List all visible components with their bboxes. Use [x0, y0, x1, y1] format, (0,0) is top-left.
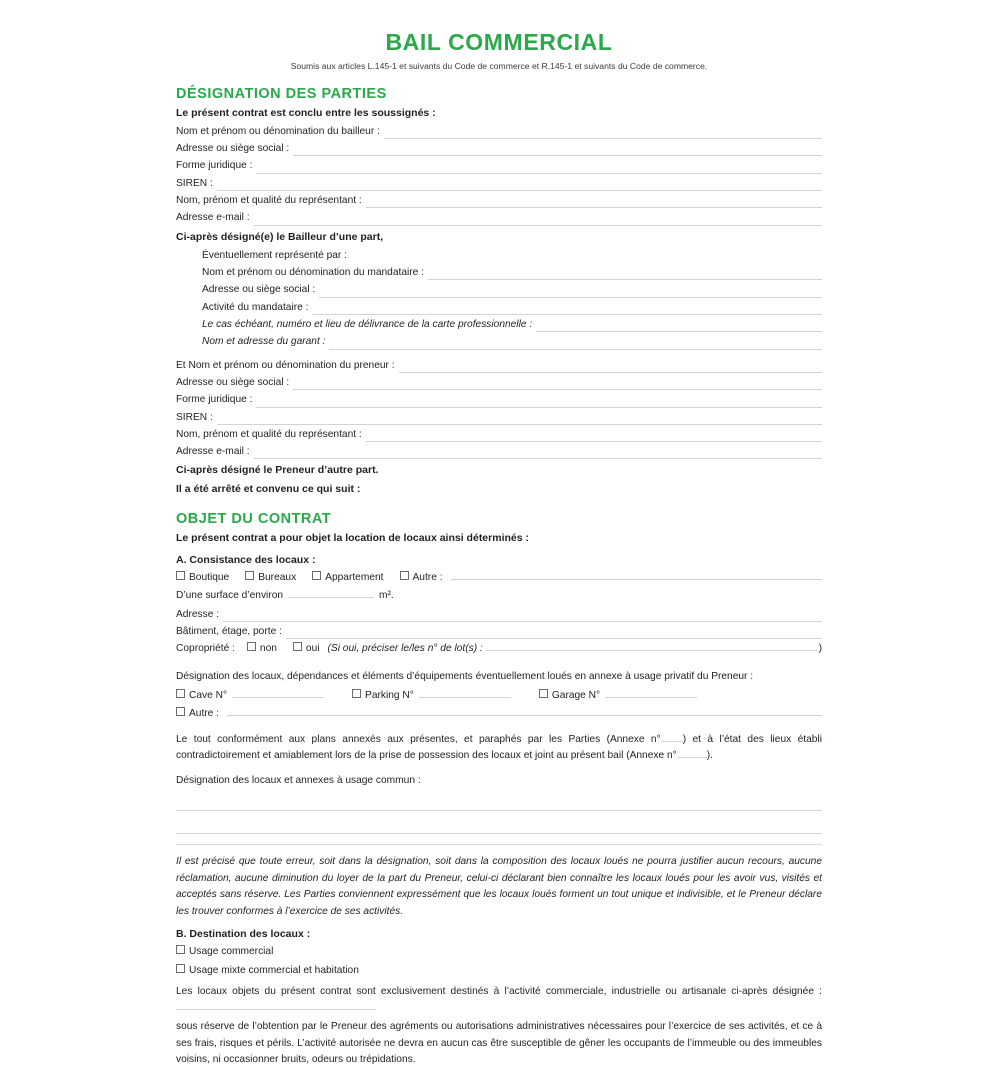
checkbox-option-parking[interactable] [352, 688, 414, 704]
plans-text-part2: ) et à l’état des lieux établi contradictoirement et amiablement lors de la prise de possession des locaux et joint au présent bail (Annexe n° [176, 733, 822, 762]
copropriete-lots-input[interactable] [485, 642, 817, 652]
field-input[interactable] [254, 450, 822, 460]
annexes-intro: Désignation des locaux, dépendances et éléments d’équipements éventuellement loués en annexe à usage privatif du Preneur : [176, 670, 754, 682]
field-preneur-email[interactable] [176, 443, 822, 460]
annexe-number-input-2[interactable] [677, 749, 707, 759]
plans-text-part3: ). [706, 750, 713, 762]
section-heading-objet: OBJET DU CONTRAT [176, 510, 332, 527]
checkbox-label: Bureaux [258, 572, 297, 584]
preneur-statement: Ci-après désigné le Preneur d’autre part. [176, 464, 379, 477]
objet-intro: Le présent contrat a pour objet la location de locaux ainsi déterminés : [176, 531, 529, 544]
checkbox-label: oui [305, 643, 320, 655]
field-mandataire-nom[interactable] [176, 264, 822, 281]
checkbox-icon[interactable] [400, 571, 409, 580]
checkbox-icon[interactable] [247, 642, 256, 651]
field-label: Adresse : [176, 608, 220, 620]
checkbox-usage-mixte[interactable] [176, 963, 359, 979]
field-input[interactable] [217, 415, 822, 425]
checkbox-copro-non[interactable] [247, 641, 277, 657]
checkbox-annexe-autre[interactable] [176, 706, 219, 722]
field-input[interactable] [366, 199, 822, 209]
field-input[interactable] [329, 340, 822, 350]
field-label: Forme juridique : [176, 394, 253, 406]
field-label: Adresse e-mail : [176, 446, 250, 458]
checkbox-icon[interactable] [176, 964, 185, 973]
field-input[interactable] [312, 305, 822, 315]
destination-text: Les locaux objets du présent contrat sont exclusivement destinés à l’activité commerciale, industrielle ou artisanale ci-après désignée : [176, 985, 822, 997]
destination-paragraph [176, 984, 822, 1017]
field-mandataire-activite[interactable] [176, 299, 822, 316]
checkbox-usage-commercial[interactable] [176, 944, 273, 960]
field-preneur-siren[interactable] [176, 409, 822, 426]
page-subtitle: Soumis aux articles L.145-1 et suivants du Code de commerce et R.145-1 et suivants du Code de commerce. [290, 61, 708, 72]
checkbox-icon[interactable] [176, 945, 185, 954]
field-input[interactable] [366, 432, 822, 442]
field-input[interactable] [293, 381, 822, 391]
checkbox-icon[interactable] [176, 707, 185, 716]
plans-text-part1: Le tout conformément aux plans annexés aux présentes, et paraphés par les Parties (Annexe n° [176, 733, 661, 745]
field-preneur-adresse[interactable] [176, 374, 822, 391]
field-preneur-representant[interactable] [176, 426, 822, 443]
surface-unit: m². [379, 590, 394, 602]
checkbox-icon[interactable] [176, 571, 185, 580]
field-input[interactable] [286, 630, 822, 640]
copropriete-hint-close: ) [818, 643, 822, 655]
common-areas-label: Désignation des locaux et annexes à usage commun : [176, 774, 421, 786]
annexe-autre-row [176, 705, 822, 723]
field-label: Le cas échéant, numéro et lieu de délivrance de la carte professionnelle : [202, 319, 533, 331]
field-locaux-adresse[interactable] [176, 606, 822, 623]
field-input[interactable] [256, 164, 822, 174]
field-bailleur-adresse[interactable] [176, 140, 822, 157]
field-input[interactable] [217, 181, 822, 191]
common-areas-input-line-2[interactable] [176, 818, 822, 834]
checkbox-label: Usage mixte commercial et habitation [189, 964, 359, 976]
checkbox-option-autre[interactable] [400, 570, 443, 586]
checkbox-label: Autre : [412, 572, 443, 584]
subsection-b-title: B. Destination des locaux : [176, 928, 311, 941]
checkbox-icon[interactable] [245, 571, 254, 580]
checkbox-label: Garage N° [551, 690, 601, 702]
copropriete-label: Copropriété : [176, 643, 235, 655]
field-label: Adresse ou siège social : [176, 143, 290, 155]
checkbox-label: Appartement [325, 572, 384, 584]
checkbox-label: Usage commercial [189, 946, 274, 958]
cave-number-input[interactable] [232, 688, 324, 698]
spacer [176, 659, 822, 669]
usage-mixte-row[interactable] [176, 962, 822, 980]
checkbox-icon[interactable] [293, 642, 302, 651]
checkbox-label: Parking N° [365, 690, 414, 702]
checkbox-option-bureaux[interactable] [245, 570, 296, 586]
usage-commercial-row[interactable] [176, 943, 822, 961]
checkbox-label: Cave N° [189, 690, 228, 702]
checkbox-icon[interactable] [312, 571, 321, 580]
field-label: Nom, prénom et qualité du représentant : [176, 428, 362, 440]
checkbox-option-appartement[interactable] [312, 570, 383, 586]
annexes-options-row [176, 687, 822, 705]
checkbox-icon[interactable] [352, 689, 361, 698]
checkbox-icon[interactable] [176, 689, 185, 698]
plans-paragraph [176, 732, 822, 765]
parking-number-input[interactable] [419, 688, 511, 698]
checkbox-icon[interactable] [539, 689, 548, 698]
mandataire-intro-row [176, 247, 822, 264]
checkbox-label: Boutique [189, 572, 230, 584]
checkbox-copro-oui[interactable] [293, 641, 320, 657]
field-label: Adresse ou siège social : [176, 376, 290, 388]
field-label: Nom et prénom ou dénomination du bailleur : [176, 125, 380, 137]
field-preneur-forme-juridique[interactable] [176, 391, 822, 408]
checkbox-label: Autre : [189, 708, 220, 720]
field-label: Nom et prénom ou dénomination du mandataire : [202, 267, 424, 279]
field-bailleur-siren[interactable] [176, 175, 822, 192]
field-label: SIREN : [176, 411, 213, 423]
field-mandataire-adresse[interactable] [176, 281, 822, 298]
field-label: Nom et adresse du garant : [202, 336, 326, 348]
field-label: Adresse e-mail : [176, 212, 250, 224]
field-carte-professionnelle[interactable] [176, 316, 822, 333]
field-input[interactable] [536, 323, 822, 333]
field-bailleur-email[interactable] [176, 209, 822, 226]
field-input[interactable] [399, 363, 822, 373]
field-label: Adresse ou siège social : [202, 284, 316, 296]
document-page [176, 0, 822, 1066]
checkbox-option-garage[interactable] [539, 688, 600, 704]
field-input[interactable] [293, 147, 822, 157]
field-input[interactable] [256, 398, 822, 408]
field-input[interactable] [223, 612, 822, 622]
common-areas-input-line-1[interactable] [176, 795, 822, 811]
field-batiment-etage-porte[interactable] [176, 623, 822, 640]
annexe-autre-input[interactable] [227, 707, 822, 717]
surface-row[interactable] [176, 587, 822, 605]
field-bailleur-forme-juridique[interactable] [176, 157, 822, 174]
conditions-paragraph: sous réserve de l’obtention par le Preneur des agréments ou autorisations administratives nécessaires pour l’exercice de ses activités, et ce à ses frais, risques et périls. L’activité autorisée ne devra en aucun cas être susceptible de gêner les occupants de l’immeuble ou des immeubles voisins, ni occasionner bruits, odeurs ou trépidations. [176, 1020, 822, 1066]
field-label: Activité du mandataire : [202, 301, 309, 313]
field-garant[interactable] [176, 333, 822, 350]
copropriete-hint: (Si oui, préciser le/les n° de lot(s) : [327, 643, 483, 655]
copropriete-row [176, 640, 822, 658]
consistance-autre-input[interactable] [451, 570, 822, 580]
checkbox-option-cave[interactable] [176, 688, 227, 704]
field-preneur-nom[interactable] [176, 357, 822, 374]
field-bailleur-nom[interactable] [176, 123, 822, 140]
destination-activity-input[interactable] [176, 1001, 376, 1011]
mandataire-intro-label: Éventuellement représenté par : [202, 249, 347, 261]
field-label: Forme juridique : [176, 160, 253, 172]
agreement-statement: Il a été arrêté et convenu ce qui suit : [176, 482, 361, 495]
surface-input[interactable] [288, 589, 374, 599]
subsection-a-title: A. Consistance des locaux : [176, 554, 316, 567]
checkbox-label: non [259, 643, 277, 655]
disclaimer-paragraph: Il est précisé que toute erreur, soit dans la désignation, soit dans la composition des locaux loués ne pourra justifier aucun recours, aucune réclamation, aucune diminution du loyer de la part du Preneur, celui-ci déclarant bien connaître les locaux loués pour les avoir vus, visités et acceptés sans réserve. Les Parties conviennent expressément que les locaux loués forment un tout unique et indivisible, et le Preneur déclare les trouver conformes à l’exercice de ses activités. [176, 844, 822, 920]
field-label: SIREN : [176, 177, 213, 189]
field-label: Nom, prénom et qualité du représentant : [176, 195, 362, 207]
section-heading-parties: DÉSIGNATION DES PARTIES [176, 85, 387, 102]
parties-intro: Le présent contrat est conclu entre les soussignés : [176, 106, 436, 119]
field-label: Et Nom et prénom ou dénomination du preneur : [176, 359, 395, 371]
surface-label: D’une surface d’environ [176, 590, 284, 602]
bailleur-statement: Ci-après désigné(e) le Bailleur d’une part, [176, 230, 384, 243]
annexe-number-input-1[interactable] [661, 732, 683, 742]
field-label: Bâtiment, étage, porte : [176, 625, 282, 637]
page-title: BAIL COMMERCIAL [385, 29, 613, 55]
field-input[interactable] [384, 129, 822, 139]
field-input[interactable] [254, 216, 822, 226]
field-bailleur-representant[interactable] [176, 192, 822, 209]
field-input[interactable] [428, 271, 822, 281]
consistance-options-row [176, 569, 822, 587]
garage-number-input[interactable] [605, 688, 697, 698]
checkbox-option-boutique[interactable] [176, 570, 229, 586]
field-input[interactable] [319, 288, 822, 298]
